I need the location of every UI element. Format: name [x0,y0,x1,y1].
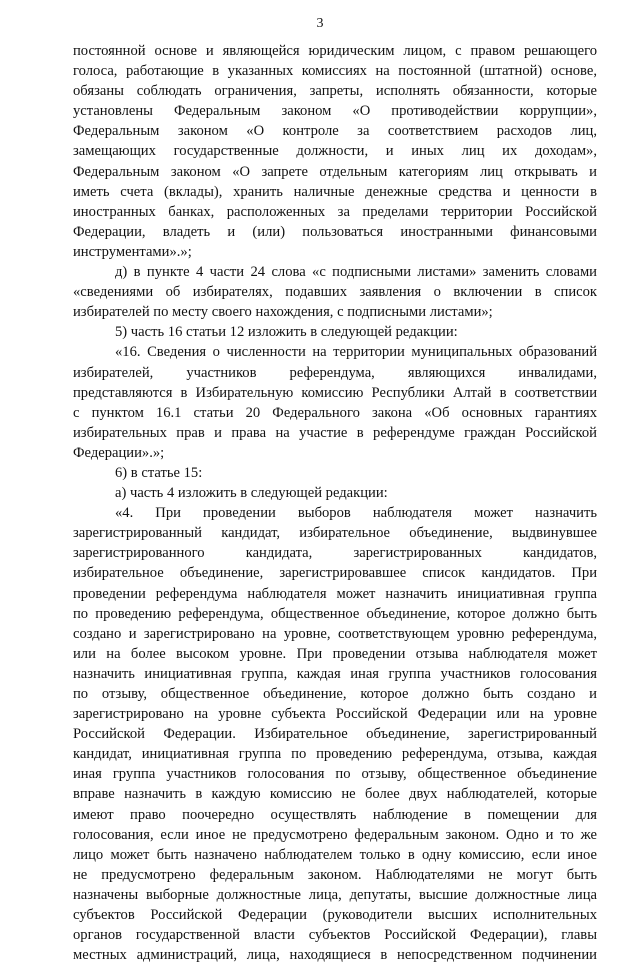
text-line: лицо может быть назначено наблюдателем только в одну комиссию, если иное [73,846,597,863]
text-line: вправе назначить в каждую комиссию не более двух наблюдателей, которые [73,786,597,803]
page-number: 3 [316,16,324,31]
text-line: с пунктом 16.1 статьи 20 Федерального закона «Об основных гарантиях [73,404,597,421]
text-line: органов государственной власти субъектов Российской Федерации), главы [73,927,597,944]
text-line: не предусмотрено федеральным законом. Наблюдателями не могут быть [73,866,597,883]
text-line: имеют право поочередно осуществлять наблюдение в помещении для [73,806,597,823]
text-line: голосования, если иное не предусмотрено федеральным законом. Одно и то же [73,826,597,843]
text-line: избирательных прав и права на участие в референдуме граждан Российской [73,424,597,441]
text-line: замещающих государственные должности, и иных лиц их доходам», [73,143,597,160]
text-line: по проведению референдума, общественное объединение, которое должно быть [73,605,597,622]
text-line: субъектов Российской Федерации (руководители высших исполнительных [73,907,597,924]
text-line: местных администраций, лица, находящиеся в непосредственном подчинении [73,947,597,964]
text-line: проведении референдума наблюдателя может назначить инициативная группа [73,585,597,602]
text-line: инструментами».»; [73,243,192,260]
text-line: кандидат, инициативная группа по проведению референдума, отзыва, каждая [73,746,597,763]
text-line: по отзыву, общественное объединение, которое должно быть создано и [73,686,597,702]
text-line: иная группа участников голосования по отзыву, общественное объединение [73,766,597,783]
text-line: Федерации».»; [73,444,165,461]
text-line: 5) часть 16 статьи 12 изложить в следующей редакции: [115,324,458,341]
text-line: зарегистрированный кандидат, избирательное объединение, выдвинувшее [73,525,597,542]
text-line: или на более высоком уровне. При проведении отзыва наблюдателя может [73,645,597,662]
text-line: «4. При проведении выборов наблюдателя может назначить [115,505,597,522]
text-line: Российской Федерации. Избирательное объединение, зарегистрированный [73,726,597,743]
text-line: представляются в Избирательную комиссию Республики Алтай в соответствии [73,384,597,401]
text-line: «сведениями об избирателях, подавших заявления о включении в список [73,284,597,301]
text-line: 6) в статье 15: [115,464,203,481]
text-line: обязаны соблюдать ограничения, запреты, исполнять обязанности, которые [73,83,597,100]
text-line: а) часть 4 изложить в следующей редакции: [115,485,388,502]
text-line: Федеральным законом «О запрете отдельным категориям лиц открывать и [73,163,597,180]
text-line: Федеральным законом «О контроле за соответствием расходов лиц, [73,123,597,140]
text-line: назначить инициативная группа, каждая иная группа участников голосования [73,665,597,682]
text-line: создано и зарегистрировано на уровне, соответствующем уровню референдума, [73,625,597,642]
text-line: избирателей по месту своего нахождения, с подписными листами»; [73,304,493,321]
text-line: голоса, работающие в указанных комиссиях на постоянной (штатной) основе, [73,63,597,80]
document-body-text [73,41,597,965]
text-line: установлены Федеральным законом «О противодействии коррупции», [73,103,597,120]
text-line: иностранных банках, расположенных за пределами территории Российской [73,203,597,220]
text-line: постоянной основе и являющейся юридическим лицом, с правом решающего [73,43,597,59]
text-line: назначены выборные должностные лица, депутаты, высшие должностные лица [73,886,597,903]
text-line: избирателей, участников референдума, являющихся инвалидами, [73,364,597,381]
text-line: «16. Сведения о численности на территории муниципальных образований [115,344,597,361]
text-line: зарегистрированного кандидата, зарегистрированных кандидатов, [73,545,597,562]
text-line: д) в пункте 4 части 24 слова «с подписными листами» заменить словами [115,264,597,281]
text-line: зарегистрировано на уровне субъекта Российской Федерации или на уровне [73,706,597,723]
text-line: избирательное объединение, зарегистрировавшее список кандидатов. При [73,565,597,582]
text-line: иметь счета (вклады), хранить наличные денежные средства и ценности в [73,183,597,200]
text-line: Федерации, владеть и (или) пользоваться иностранными финансовыми [73,223,597,240]
